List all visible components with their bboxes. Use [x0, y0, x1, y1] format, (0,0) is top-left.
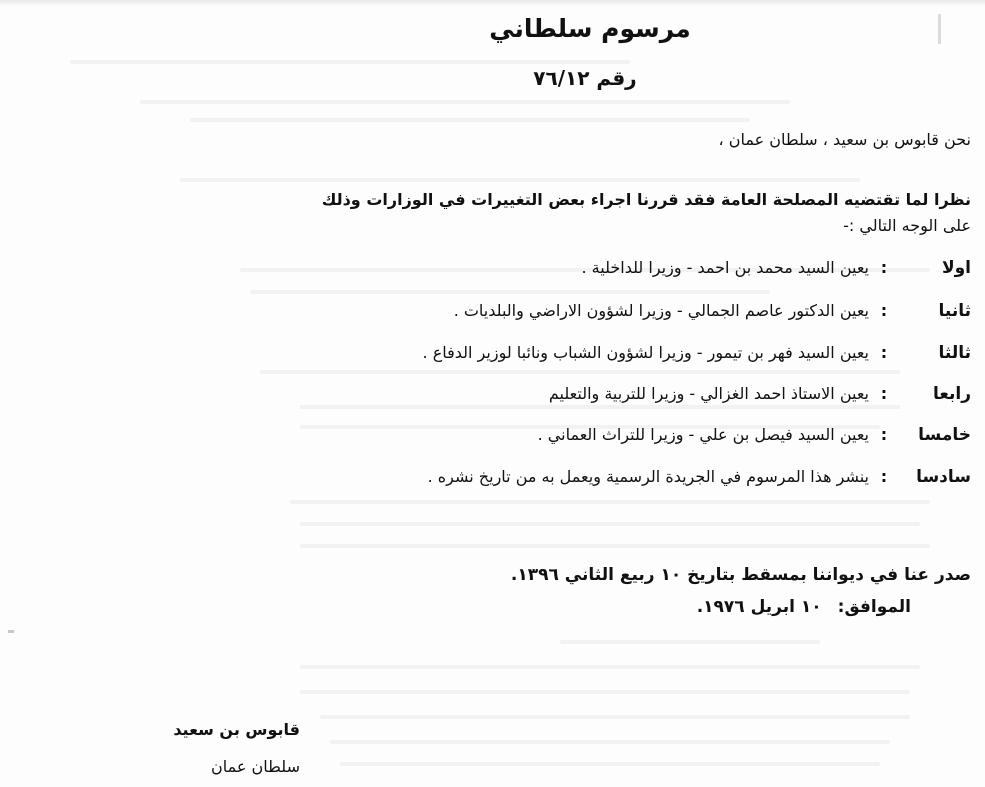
bleed-through-line	[140, 100, 790, 104]
decree-title: مرسوم سلطاني	[489, 14, 691, 43]
bleed-through-line	[320, 715, 910, 719]
corresponding-date	[471, 597, 971, 617]
preamble-line: نظرا لما تقتضيه المصلحة العامة فقد قررنا اجراء بعض التغييرات في الوزارات وذلك	[321, 190, 971, 209]
bleed-through-line	[300, 665, 920, 669]
article-label: سادسا	[916, 467, 971, 487]
article-colon: :	[880, 343, 888, 362]
decree-preamble	[31, 187, 971, 239]
article-4	[31, 384, 971, 410]
margin-dot	[8, 630, 14, 633]
bleed-through-line	[180, 178, 860, 182]
signature-name: قابوس بن سعيد	[173, 720, 300, 739]
article-colon: :	[880, 384, 888, 403]
article-1	[31, 258, 971, 284]
scan-edge	[0, 0, 985, 6]
article-text: يعين السيد فهر بن تيمور - وزيرا لشؤون الشباب ونائبا لوزير الدفاع .	[422, 343, 869, 362]
bleed-through-line	[340, 762, 880, 766]
article-label: ثانيا	[938, 301, 971, 321]
article-colon: :	[880, 425, 888, 444]
bleed-through-line	[300, 544, 930, 548]
bleed-through-line	[190, 118, 750, 122]
article-text: يعين الاستاذ احمد الغزالي - وزيرا للتربية والتعليم	[548, 384, 869, 403]
issued-date: صدر عنا في ديواننا بمسقط بتاريخ ١٠ ربيع الثاني ١٣٩٦.	[510, 565, 971, 585]
article-label: خامسا	[918, 425, 971, 445]
decree-number: رقم ٧٦/١٢	[533, 66, 637, 90]
corresponding-label: الموافق:	[837, 597, 911, 617]
article-label: اولا	[941, 258, 971, 278]
article-text: يعين الدكتور عاصم الجمالي - وزيرا لشؤون الاراضي والبلديات .	[453, 301, 869, 320]
margin-mark	[938, 14, 941, 44]
bleed-through-line	[250, 290, 770, 294]
article-label: رابعا	[933, 384, 971, 404]
bleed-through-line	[300, 522, 920, 526]
article-label: ثالثا	[938, 343, 971, 363]
bleed-through-line	[560, 640, 820, 644]
article-colon: :	[880, 467, 888, 486]
corresponding-value: ١٠ ابريل ١٩٧٦.	[696, 597, 822, 617]
bleed-through-line	[70, 60, 630, 64]
bleed-through-line	[260, 370, 900, 374]
preamble-line: على الوجه التالي :-	[843, 216, 971, 235]
article-text: يعين السيد محمد بن احمد - وزيرا للداخلية .	[581, 258, 869, 277]
article-5	[31, 425, 971, 451]
signature-title: سلطان عمان	[211, 757, 300, 776]
article-text: يعين السيد فيصل بن علي - وزيرا للتراث العماني .	[537, 425, 869, 444]
bleed-through-line	[330, 740, 890, 744]
decree-intro: نحن قابوس بن سعيد ، سلطان عمان ،	[718, 130, 971, 149]
bleed-through-line	[300, 690, 910, 694]
article-6	[31, 467, 971, 493]
bleed-through-line	[290, 500, 930, 504]
article-2	[31, 301, 971, 327]
article-colon: :	[880, 301, 888, 320]
article-colon: :	[880, 258, 888, 277]
article-3	[31, 343, 971, 369]
article-text: ينشر هذا المرسوم في الجريدة الرسمية ويعمل به من تاريخ نشره .	[427, 467, 869, 486]
